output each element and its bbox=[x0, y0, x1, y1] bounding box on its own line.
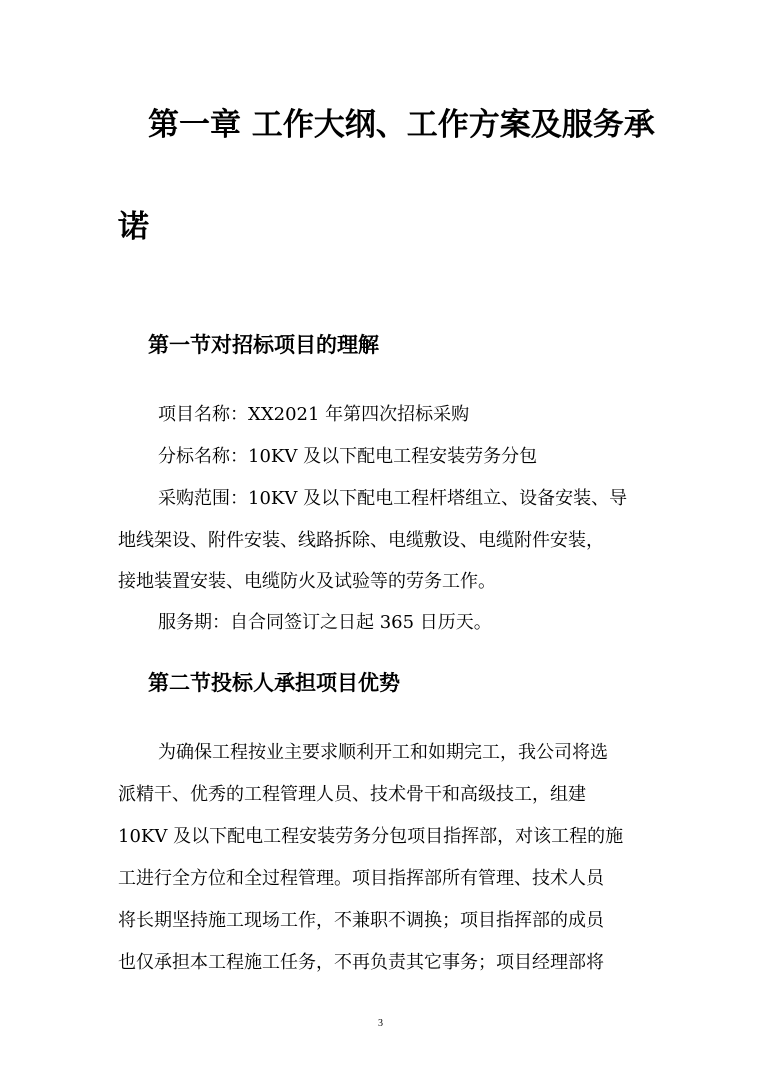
section-2-title: 第二节投标人承担项目优势 bbox=[148, 670, 400, 695]
service-period-line: 服务期：自合同签订之日起 365 日历天。 bbox=[158, 612, 492, 633]
advantage-line-4: 工进行全方位和全过程管理。项目指挥部所有管理、技术人员 bbox=[118, 868, 604, 889]
project-name-line: 项目名称：XX2021 年第四次招标采购 bbox=[158, 404, 470, 425]
advantage-line-2: 派精干、优秀的工程管理人员、技术骨干和高级技工，组建 bbox=[118, 784, 586, 805]
chapter-title-line-1: 第一章 工作大纲、工作方案及服务承 bbox=[148, 107, 655, 143]
procurement-scope-line-1: 采购范围：10KV 及以下配电工程杆塔组立、设备安装、导 bbox=[158, 488, 628, 509]
advantage-line-3: 10KV 及以下配电工程安装劳务分包项目指挥部，对该工程的施 bbox=[118, 826, 624, 847]
subtender-name-line: 分标名称：10KV 及以下配电工程安装劳务分包 bbox=[158, 446, 538, 467]
section-1-title: 第一节对招标项目的理解 bbox=[148, 332, 379, 357]
advantage-line-5: 将长期坚持施工现场工作，不兼职不调换；项目指挥部的成员 bbox=[118, 910, 604, 931]
chapter-title-line-2: 诺 bbox=[118, 209, 149, 245]
advantage-line-6: 也仅承担本工程施工任务，不再负责其它事务；项目经理部将 bbox=[118, 952, 604, 973]
advantage-line-1: 为确保工程按业主要求顺利开工和如期完工，我公司将选 bbox=[158, 742, 608, 763]
page-number: 3 bbox=[378, 1018, 383, 1029]
procurement-scope-line-3: 接地装置安装、电缆防火及试验等的劳务工作。 bbox=[118, 571, 496, 592]
procurement-scope-line-2: 地线架设、附件安装、线路拆除、电缆敷设、电缆附件安装， bbox=[118, 530, 604, 551]
